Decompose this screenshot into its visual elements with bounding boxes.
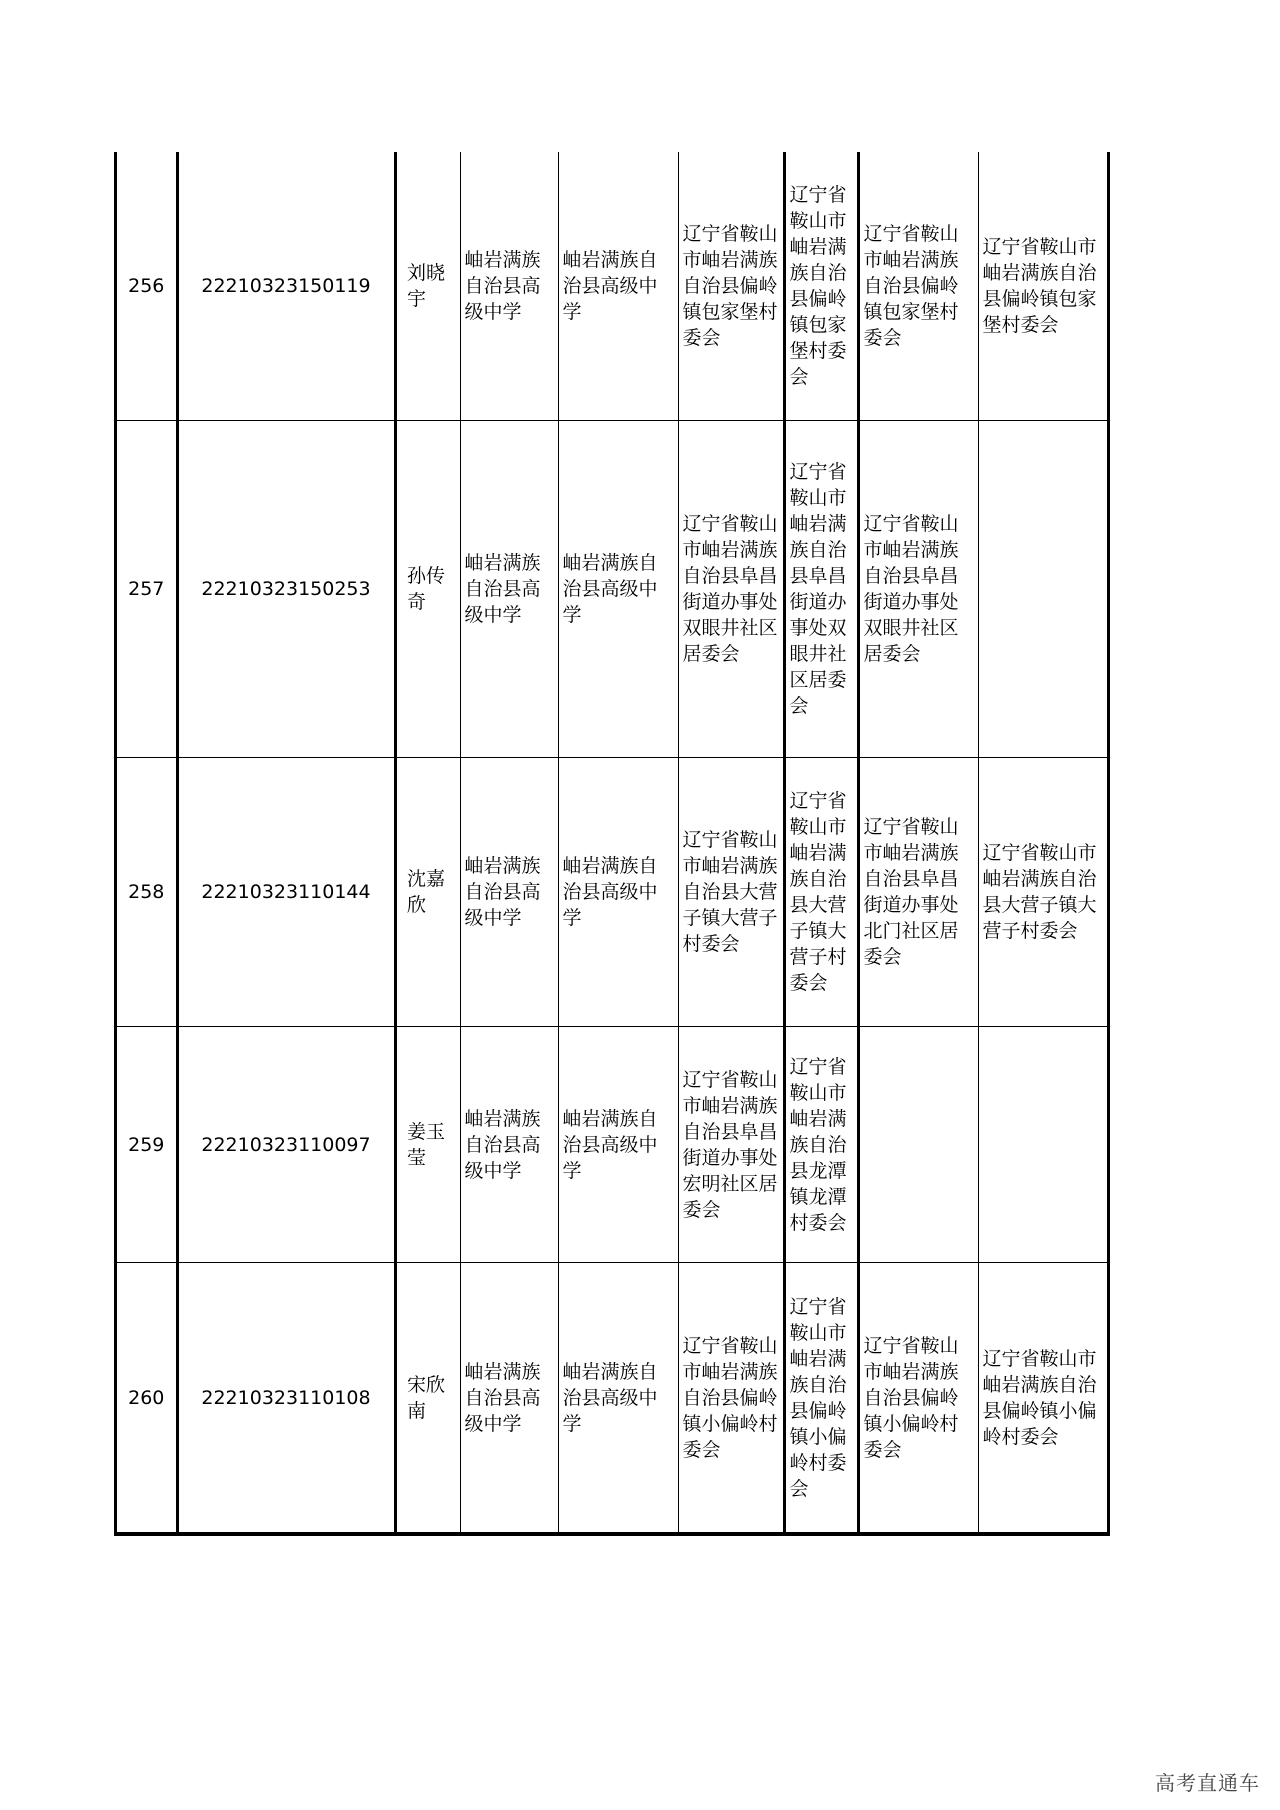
school-name: 岫岩满族自治县高级中学 <box>460 1027 558 1263</box>
address-2: 辽宁省鞍山市岫岩满族自治县大营子镇大营子村委会 <box>784 757 858 1027</box>
address-3: 辽宁省鞍山市岫岩满族自治县阜昌街道办事处双眼井社区居委会 <box>858 421 978 758</box>
address-4 <box>978 1027 1107 1263</box>
student-name-text: 宋欣南 <box>407 1373 446 1422</box>
row-number: 258 <box>117 757 177 1027</box>
address-4: 辽宁省鞍山市岫岩满族自治县大营子镇大营子村委会 <box>978 757 1107 1027</box>
row-number: 259 <box>117 1027 177 1263</box>
roster-sheet <box>114 152 1110 1536</box>
department-name: 岫岩满族自治县高级中学 <box>558 421 678 758</box>
address-1: 辽宁省鞍山市岫岩满族自治县偏岭镇小偏岭村委会 <box>678 1263 784 1533</box>
address-2: 辽宁省鞍山市岫岩满族自治县龙潭镇龙潭村委会 <box>784 1027 858 1263</box>
address-2: 辽宁省鞍山市岫岩满族自治县偏岭镇包家堡村委会 <box>784 152 858 421</box>
row-number: 257 <box>117 421 177 758</box>
student-name-text: 刘晓宇 <box>407 262 446 311</box>
table-row <box>117 1263 1107 1533</box>
address-4: 辽宁省鞍山市岫岩满族自治县偏岭镇包家堡村委会 <box>978 152 1107 421</box>
student-name <box>395 421 460 758</box>
student-name <box>395 757 460 1027</box>
exam-id: 22210323110108 <box>177 1263 395 1533</box>
student-name <box>395 1263 460 1533</box>
address-1: 辽宁省鞍山市岫岩满族自治县阜昌街道办事处双眼井社区居委会 <box>678 421 784 758</box>
department-name: 岫岩满族自治县高级中学 <box>558 152 678 421</box>
address-3: 辽宁省鞍山市岫岩满族自治县偏岭镇小偏岭村委会 <box>858 1263 978 1533</box>
school-name: 岫岩满族自治县高级中学 <box>460 757 558 1027</box>
address-3: 辽宁省鞍山市岫岩满族自治县偏岭镇包家堡村委会 <box>858 152 978 421</box>
exam-id: 22210323110144 <box>177 757 395 1027</box>
student-name-text: 沈嘉欣 <box>407 868 446 917</box>
row-number: 260 <box>117 1263 177 1533</box>
table-row <box>117 152 1107 421</box>
exam-id: 22210323150119 <box>177 152 395 421</box>
school-name: 岫岩满族自治县高级中学 <box>460 421 558 758</box>
address-3 <box>858 1027 978 1263</box>
address-2: 辽宁省鞍山市岫岩满族自治县阜昌街道办事处双眼井社区居委会 <box>784 421 858 758</box>
address-2: 辽宁省鞍山市岫岩满族自治县偏岭镇小偏岭村委会 <box>784 1263 858 1533</box>
row-number: 256 <box>117 152 177 421</box>
watermark: 高考直通车 <box>1155 1771 1260 1795</box>
table-row <box>117 1027 1107 1263</box>
address-1: 辽宁省鞍山市岫岩满族自治县大营子镇大营子村委会 <box>678 757 784 1027</box>
table-row <box>117 757 1107 1027</box>
department-name: 岫岩满族自治县高级中学 <box>558 757 678 1027</box>
student-name <box>395 1027 460 1263</box>
exam-id: 22210323110097 <box>177 1027 395 1263</box>
address-4: 辽宁省鞍山市岫岩满族自治县偏岭镇小偏岭村委会 <box>978 1263 1107 1533</box>
address-4 <box>978 421 1107 758</box>
student-name-text: 孙传奇 <box>407 565 446 614</box>
address-1: 辽宁省鞍山市岫岩满族自治县阜昌街道办事处宏明社区居委会 <box>678 1027 784 1263</box>
address-3: 辽宁省鞍山市岫岩满族自治县阜昌街道办事处北门社区居委会 <box>858 757 978 1027</box>
exam-id: 22210323150253 <box>177 421 395 758</box>
department-name: 岫岩满族自治县高级中学 <box>558 1263 678 1533</box>
student-name <box>395 152 460 421</box>
address-1: 辽宁省鞍山市岫岩满族自治县偏岭镇包家堡村委会 <box>678 152 784 421</box>
student-name-text: 姜玉莹 <box>407 1120 446 1169</box>
student-roster-table <box>117 152 1107 1533</box>
department-name: 岫岩满族自治县高级中学 <box>558 1027 678 1263</box>
table-row <box>117 421 1107 758</box>
school-name: 岫岩满族自治县高级中学 <box>460 152 558 421</box>
school-name: 岫岩满族自治县高级中学 <box>460 1263 558 1533</box>
